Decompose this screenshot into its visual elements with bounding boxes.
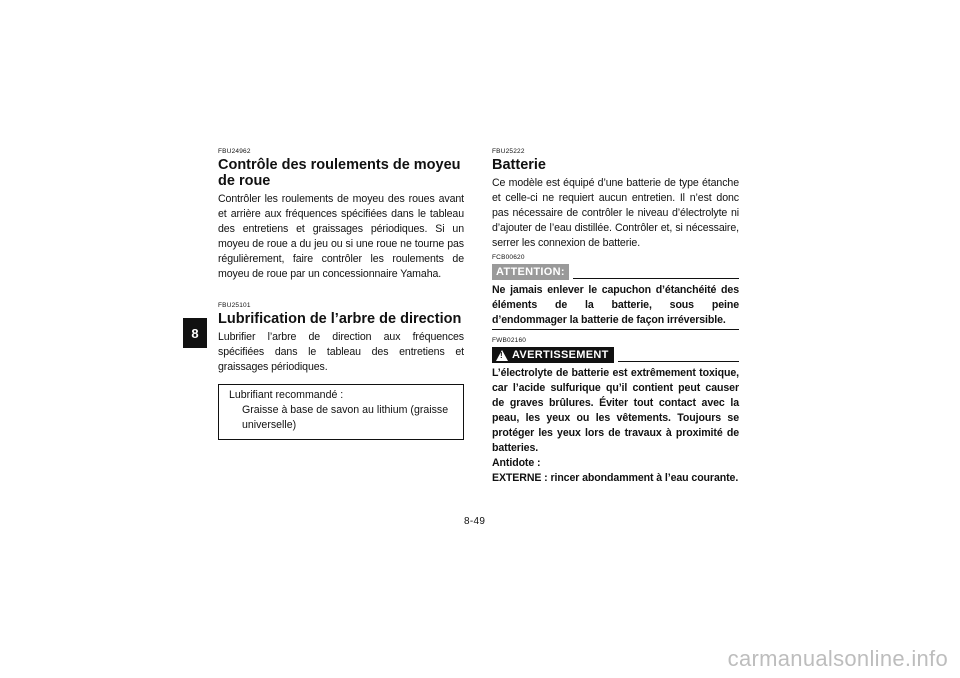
section-title-steering-shaft: Lubrification de l’arbre de direction (218, 311, 462, 327)
section-body-steering-shaft: Lubrifier l’arbre de direction aux fréquences spécifiées dans le tableau des entretiens et graissages périodiques. (218, 331, 464, 373)
lubricant-box (218, 384, 464, 440)
section-body-battery: Ce modèle est équipé d’une batterie de type étanche et celle-ci ne requiert aucun entretien. Il n’est donc pas nécessaire de contrôler le niveau d’électrolyte ni d’ajouter de l’eau distillée. Contrôler et, si nécessaire, serrer les connexion de batterie. (492, 177, 739, 249)
lubricant-label: Lubrifiant recommandé : (229, 389, 344, 401)
section-code: FBU25101 (218, 302, 251, 309)
lubricant-value: Graisse à base de savon au lithium (graisse universelle) (242, 404, 449, 431)
section-title-wheel-bearings: Contrôle des roulements de moyeu de roue (218, 157, 461, 189)
section-code: FBU24962 (218, 148, 251, 155)
divider (573, 278, 739, 279)
chapter-tab: 8 (183, 318, 207, 348)
attention-header (492, 264, 739, 280)
attention-label: ATTENTION: (492, 264, 569, 280)
divider (618, 361, 739, 362)
page-number: 8-49 (464, 516, 486, 527)
attention-code: FCB00620 (492, 254, 525, 261)
warning-header (492, 347, 739, 363)
antidote-label: Antidote : (492, 457, 541, 469)
right-column (492, 148, 739, 486)
warning-triangle-icon (496, 350, 508, 361)
section-code: FBU25222 (492, 148, 525, 155)
warning-code: FWB02160 (492, 337, 527, 344)
attention-text: Ne jamais enlever le capuchon d’étanchéité des éléments de la batterie, sous peine d’endommager la batterie de façon irréversible. (492, 283, 739, 330)
left-column (218, 148, 464, 440)
watermark: carmanualsonline.info (727, 646, 948, 671)
warning-badge (492, 347, 614, 363)
section-title-battery: Batterie (492, 157, 546, 173)
section-body-wheel-bearings: Contrôler les roulements de moyeu des roues avant et arrière aux fréquences spécifiées dans le tableau des entretiens et graissages périodiques. Si un moyeu de roue a du jeu ou si une roue ne tourne pas régulièrement, faire contrôler les roulements de moyeu de roue par un concessionnaire Yamaha. (218, 193, 464, 280)
antidote-text: EXTERNE : rincer abondamment à l’eau courante. (492, 472, 739, 484)
warning-label: AVERTISSEMENT (512, 349, 609, 361)
warning-text: L’électrolyte de batterie est extrêmement toxique, car l’acide sulfurique qu’il contient peut causer de graves brûlures. Éviter tout contact avec la peau, les yeux ou les vêtements. Toujours se protéger les yeux lors de travaux à proximité de batteries. (492, 367, 739, 454)
